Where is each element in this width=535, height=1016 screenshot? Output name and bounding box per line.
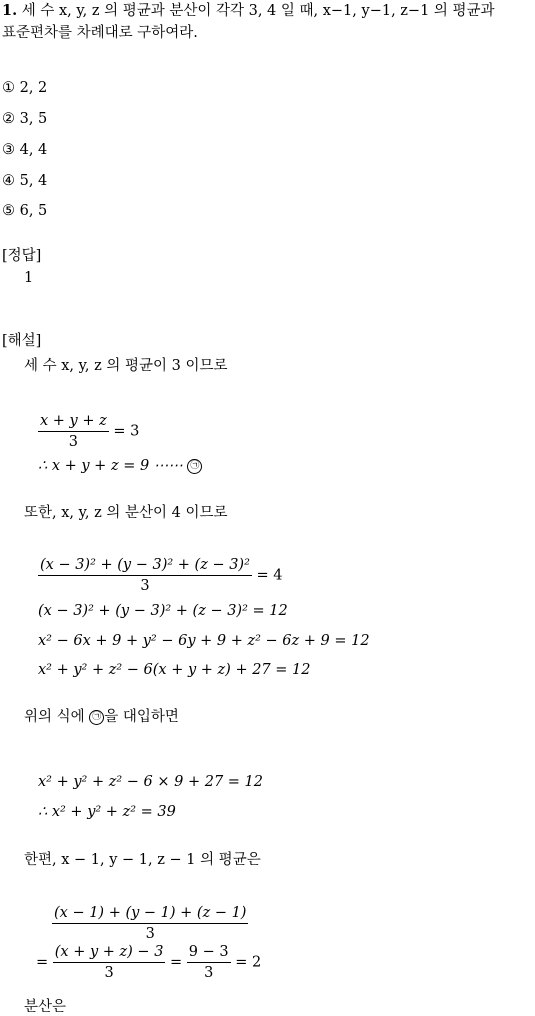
- explanation-sentence-1: 세 수 x, y, z 의 평균이 3 이므로: [24, 358, 228, 374]
- circled-mark: ㉠: [187, 459, 202, 474]
- eq10-denominator-2: 3: [204, 965, 214, 981]
- eq1-denominator: 3: [68, 434, 78, 450]
- circled-mark: ㉠: [89, 710, 104, 725]
- eq10-eq-sign: =: [36, 954, 49, 971]
- question-line1: 세 수 x, y, z 의 평균과 분산이 각각 3, 4 일 때, x−1, y−1, z−1 의 평균과: [21, 3, 495, 19]
- option-5[interactable]: [2, 203, 47, 219]
- option-3-mark: ③: [2, 142, 15, 158]
- eq1-numerator: x + y + z: [38, 413, 109, 432]
- option-1[interactable]: [2, 80, 47, 96]
- answer-label: [정답]: [2, 248, 42, 264]
- eq3-denominator: 3: [140, 578, 150, 594]
- equation-9: [52, 905, 248, 942]
- equation-10: [36, 944, 261, 981]
- question: [2, 0, 534, 44]
- explanation-label: [해설]: [2, 333, 42, 349]
- option-5-text: 6, 5: [19, 203, 48, 219]
- equation-1: [38, 413, 139, 450]
- question-line2: 표준편차를 차례대로 구하여라.: [2, 25, 198, 41]
- eq10-numerator-2: 9 − 3: [187, 944, 231, 963]
- option-4-text: 5, 4: [19, 173, 48, 189]
- eq3-numerator: (x − 3)² + (y − 3)² + (z − 3)²: [38, 557, 252, 576]
- option-4[interactable]: [2, 173, 47, 189]
- option-1-text: 2, 2: [19, 80, 48, 96]
- equation-6: x² + y² + z² − 6(x + y + z) + 27 = 12: [38, 662, 311, 678]
- equation-7: x² + y² + z² − 6 × 9 + 27 = 12: [38, 774, 264, 790]
- explanation-sentence-4: 한편, x − 1, y − 1, z − 1 의 평균은: [24, 852, 261, 868]
- eq10-numerator-1: (x + y + z) − 3: [53, 944, 166, 963]
- explanation-sentence-2: 또한, x, y, z 의 분산이 4 이므로: [24, 505, 228, 521]
- explanation-sentence-3: [24, 705, 179, 726]
- eq2-text: ∴ x + y + z = 9 ⋯⋯: [38, 458, 183, 474]
- equation-8: ∴ x² + y² + z² = 39: [38, 804, 176, 820]
- explanation-sentence-5: 분산은: [24, 999, 67, 1015]
- equation-5: x² − 6x + 9 + y² − 6y + 9 + z² − 6z + 9 = 12: [38, 633, 370, 649]
- option-4-mark: ④: [2, 173, 15, 189]
- option-5-mark: ⑤: [2, 203, 15, 219]
- eq10-rhs: = 2: [235, 954, 262, 971]
- s3-pre: 위의 식에: [24, 709, 90, 725]
- option-2-text: 3, 5: [19, 111, 48, 127]
- option-3-text: 4, 4: [19, 142, 48, 158]
- eq10-mid: =: [170, 954, 183, 971]
- option-2[interactable]: [2, 111, 47, 127]
- eq9-denominator: 3: [145, 926, 155, 942]
- eq9-numerator: (x − 1) + (y − 1) + (z − 1): [52, 905, 248, 924]
- eq10-denominator-1: 3: [104, 965, 114, 981]
- eq3-rhs: = 4: [256, 567, 283, 584]
- option-1-mark: ①: [2, 80, 15, 96]
- equation-2: [38, 458, 202, 474]
- equation-3: [38, 557, 283, 594]
- equation-4: (x − 3)² + (y − 3)² + (z − 3)² = 12: [38, 603, 288, 619]
- eq1-rhs: = 3: [113, 423, 140, 440]
- option-2-mark: ②: [2, 111, 15, 127]
- s3-post: 을 대입하면: [104, 709, 179, 725]
- question-number: 1.: [2, 2, 18, 19]
- answer-value: 1: [24, 270, 34, 286]
- option-3[interactable]: [2, 142, 47, 158]
